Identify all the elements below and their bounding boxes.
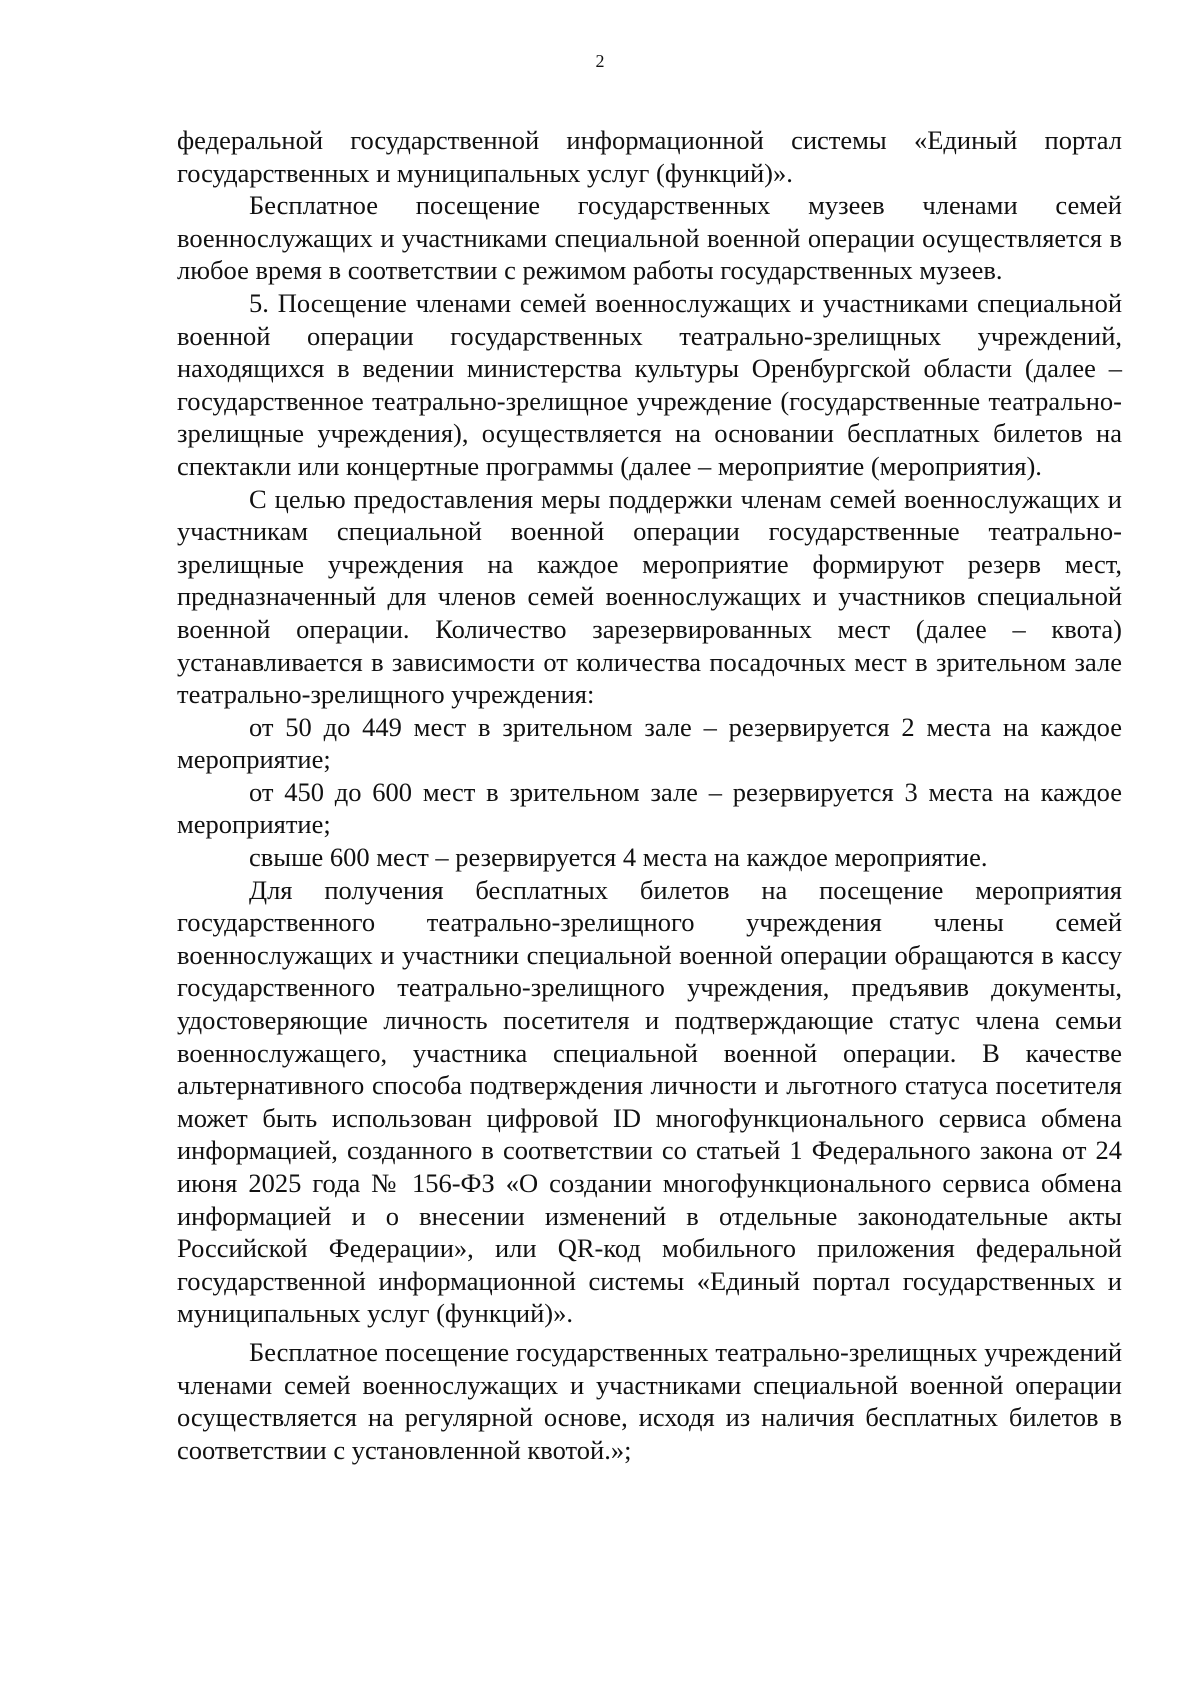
paragraph-quota-tier-1: от 50 до 449 мест в зрительном зале – резервируется 2 места на каждое мероприятие; xyxy=(177,711,1122,775)
paragraph-museum-visits: Бесплатное посещение государственных музеев членами семей военнослужащих и участниками специальной военной операции осуществляется в любое время в соответствии с режимом работы государственных музеев. xyxy=(177,190,1122,286)
paragraph-quota-tier-2: от 450 до 600 мест в зрительном зале – резервируется 3 места на каждое мероприятие; xyxy=(177,776,1122,840)
paragraph-ticket-procedure: Для получения бесплатных билетов на посещение мероприятия государственного театрально-зрелищного учреждения члены семей военнослужащих и участники специальной военной операции обращаются в кассу государственного театрально-зрелищного учреждения, предъявив документы, удостоверяющие личность посетителя и подтверждающие статус члена семьи военнослужащего, участника специальной военной операции. В качестве альтернативного способа подтверждения личности и льготного статуса посетителя может быть использован цифровой ID многофункционального сервиса обмена информацией, созданного в соответствии со статьей 1 Федерального закона от 24 июня 2025 года № 156-ФЗ «О создании многофункционального сервиса обмена информацией и о внесении изменений в отдельные законодательные акты Российской Федерации», или QR-код мобильного приложения федеральной государственной информационной системы «Единый портал государственных и муниципальных услуг (функций)». xyxy=(177,874,1122,1329)
paragraph-continuation: федеральной государственной информационной системы «Единый портал государственных и муниципальных услуг (функций)». xyxy=(177,125,1122,188)
paragraph-quota: С целью предоставления меры поддержки членам семей военнослужащих и участникам специальной военной операции государственные театрально-зрелищные учреждения на каждое мероприятие формируют резерв мест, предназначенный для членов семей военнослужащих и участников специальной военной операции. Количество зарезервированных мест (далее – квота) устанавливается в зависимости от количества посадочных мест в зрительном зале театрально-зрелищного учреждения: xyxy=(177,483,1122,710)
paragraph-quota-tier-3: свыше 600 мест – резервируется 4 места на каждое мероприятие. xyxy=(249,842,988,873)
paragraph-item-5: 5. Посещение членами семей военнослужащих и участниками специальной военной операции государственных театрально-зрелищных учреждений, находящихся в ведении министерства культуры Оренбургской области (далее – государственное театрально-зрелищное учреждение (государственные театрально-зрелищные учреждения), осуществляется на основании бесплатных билетов на спектакли или концертные программы (далее – мероприятие (мероприятия). xyxy=(177,287,1122,481)
document-body xyxy=(177,124,1122,1466)
page-number: 2 xyxy=(595,51,605,71)
paragraph-regular-basis: Бесплатное посещение государственных театрально-зрелищных учреждений членами семей военнослужащих и участниками специальной военной операции осуществляется на регулярной основе, исходя из наличия бесплатных билетов в соответствии с установленной квотой.»; xyxy=(177,1336,1122,1465)
